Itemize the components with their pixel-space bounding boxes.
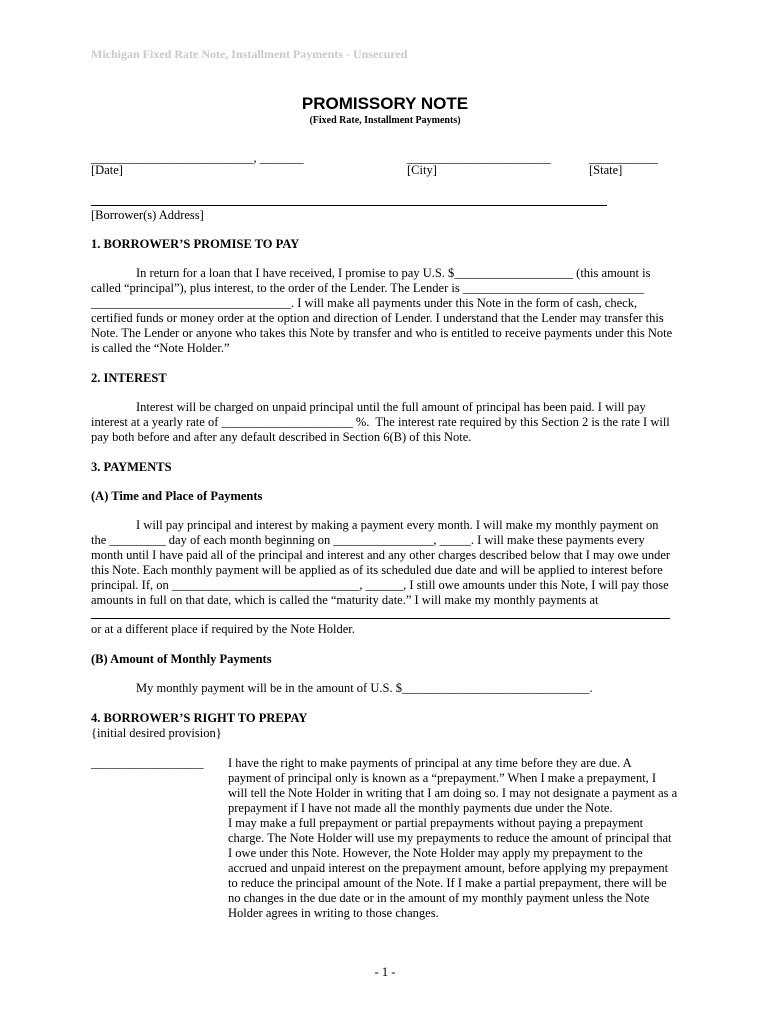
section-2-body xyxy=(91,400,681,445)
section-3a-line: I will pay principal and interest by making a payment every month. I will make my monthly payment on xyxy=(136,518,659,532)
section-4-body xyxy=(228,756,688,921)
city-label: [City] xyxy=(407,163,437,177)
initial-field-line[interactable]: __________________ xyxy=(91,756,204,770)
section-1-line: ________________________________. I will make all payments under this Note in the form of cash, check, xyxy=(91,296,638,310)
section-2-line: Interest will be charged on unpaid principal until the full amount of principal has been paid. I will pay xyxy=(136,400,646,414)
section-1-heading: 1. BORROWER’S PROMISE TO PAY xyxy=(91,237,300,251)
state-label: [State] xyxy=(589,163,623,177)
document-header: Michigan Fixed Rate Note, Installment Payments - Unsecured xyxy=(91,47,408,61)
payment-place-field-line[interactable] xyxy=(91,618,670,619)
section-4-line: prepayment if I have not made all the monthly payments due under the Note. xyxy=(228,801,613,815)
section-2-heading: 2. INTEREST xyxy=(91,371,167,385)
section-2-line: interest at a yearly rate of _____________________ %. The interest rate required by this Section 2 is the rate I will xyxy=(91,415,670,429)
state-field-line[interactable]: ___________ xyxy=(589,151,658,165)
section-3b-body: My monthly payment will be in the amount of U.S. $______________________________. xyxy=(136,681,593,695)
section-1-line: Note. The Lender or anyone who takes this Note by transfer and who is entitled to receive payments under this Note xyxy=(91,326,673,340)
section-4-line: will tell the Note Holder in writing that I am doing so. I may not designate a payment as a xyxy=(228,786,678,800)
document-subtitle: (Fixed Rate, Installment Payments) xyxy=(309,115,461,126)
section-1-line: is called the “Note Holder.” xyxy=(91,341,230,355)
section-3a-line: month until I have paid all of the principal and interest and any other charges described below that I may owe under xyxy=(91,548,671,562)
document-title: PROMISSORY NOTE xyxy=(301,94,469,113)
section-4-line: I may make a full prepayment or partial prepayments without paying a prepayment xyxy=(228,816,644,830)
section-3a-heading: (A) Time and Place of Payments xyxy=(91,489,263,503)
section-3a-line: amounts in full on that date, which is called the “maturity date.” I will make my monthly payments at xyxy=(91,593,599,607)
section-4-heading: 4. BORROWER’S RIGHT TO PREPAY xyxy=(91,711,308,725)
section-3a-body xyxy=(91,518,681,608)
section-4-note: {initial desired provision} xyxy=(91,726,222,740)
section-4-line: charge. The Note Holder will use my prepayments to reduce the amount of principal that xyxy=(228,831,672,845)
section-3a-line: the _________ day of each month beginning on ________________, _____. I will make these payments every xyxy=(91,533,645,547)
section-3a-last-line: or at a different place if required by the Note Holder. xyxy=(91,622,355,636)
section-1-line: In return for a loan that I have received, I promise to pay U.S. $___________________ (this amount is xyxy=(136,266,651,280)
section-3a-line: this Note. Each monthly payment will be applied as of its scheduled due date and will be applied to interest before xyxy=(91,563,663,577)
section-4-line: no changes in the due date or in the amount of my monthly payment unless the Note xyxy=(228,891,650,905)
section-4-line: payment of principal only is known as a “prepayment.” When I make a prepayment, I xyxy=(228,771,657,785)
address-label: [Borrower(s) Address] xyxy=(91,208,204,222)
section-4-line: I have the right to make payments of principal at any time before they are due. A xyxy=(228,756,632,770)
section-1-body xyxy=(91,266,681,356)
date-field-line[interactable]: __________________________, _______ xyxy=(91,151,304,165)
city-field-line[interactable]: _______________________ xyxy=(407,151,551,165)
section-4-line: accrued and unpaid interest on the prepayment amount, before applying my prepayment xyxy=(228,861,669,875)
section-4-line: I owe under this Note. However, the Note Holder may apply my prepayment to the xyxy=(228,846,643,860)
section-1-line: called “principal”), plus interest, to the order of the Lender. The Lender is _____________________________ xyxy=(91,281,645,295)
section-1-line: certified funds or money order at the option and direction of Lender. I understand that the Lender may transfer this xyxy=(91,311,664,325)
section-3-heading: 3. PAYMENTS xyxy=(91,460,172,474)
address-field-line[interactable] xyxy=(91,205,607,206)
section-2-line: pay both before and after any default described in Section 6(B) of this Note. xyxy=(91,430,472,444)
section-3b-heading: (B) Amount of Monthly Payments xyxy=(91,652,272,666)
page-number: - 1 - xyxy=(374,965,396,979)
date-label: [Date] xyxy=(91,163,123,177)
section-4-line: Holder agrees in writing to those changes. xyxy=(228,906,439,920)
section-3a-line: principal. If, on ______________________________, ______, I still owe amounts under this Note, I will pay those xyxy=(91,578,669,592)
section-4-line: to reduce the principal amount of the Note. If I make a partial prepayment, there will be xyxy=(228,876,667,890)
